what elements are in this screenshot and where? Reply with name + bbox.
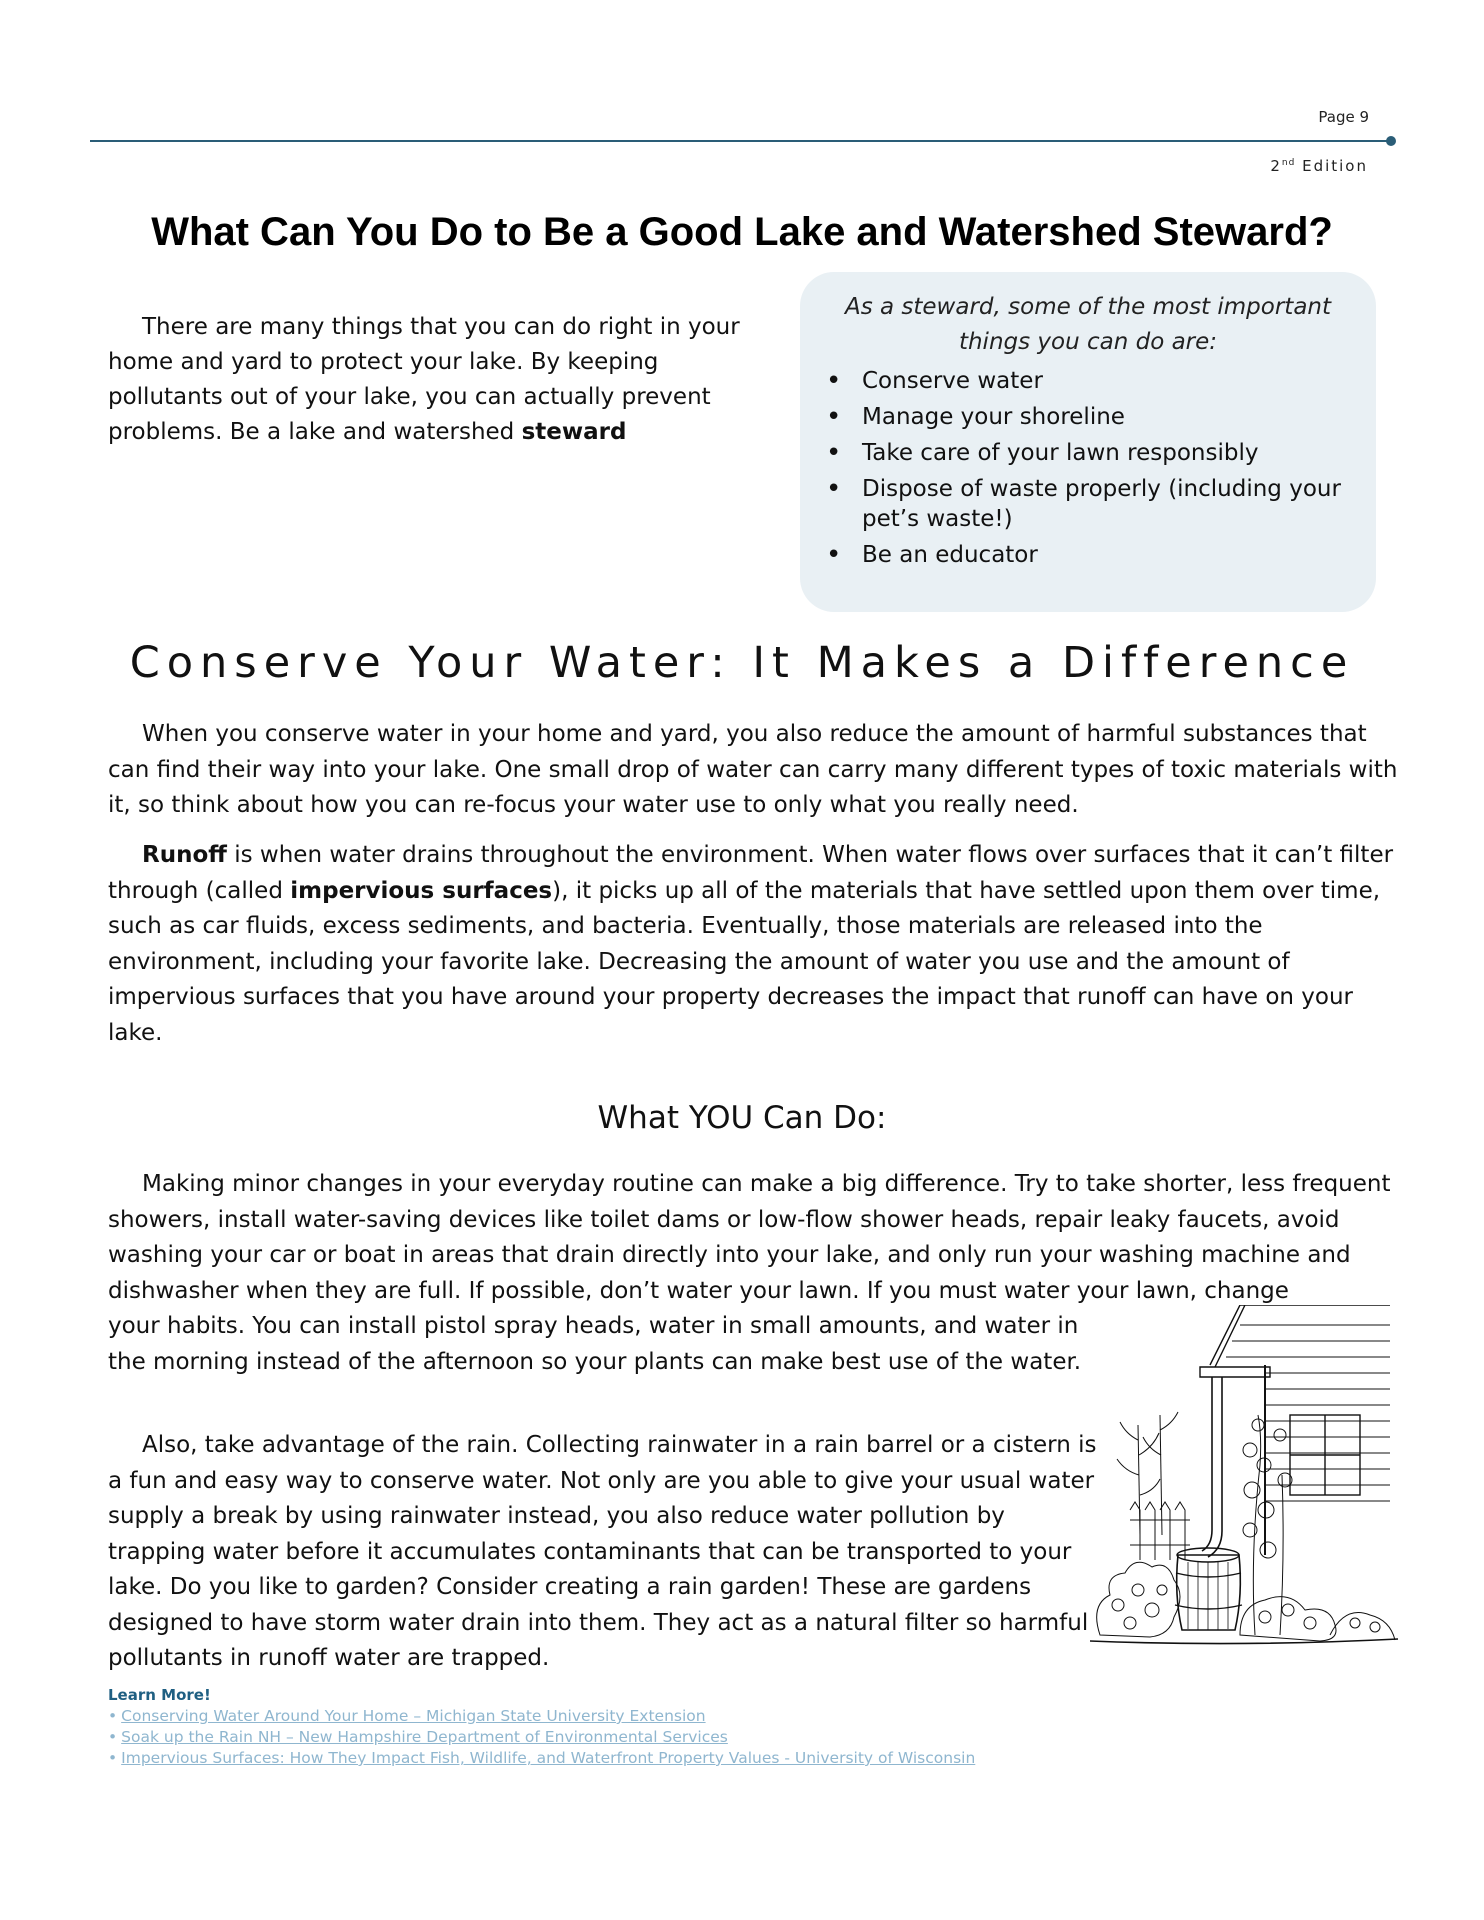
learn-more-list-item [108,1727,975,1748]
callout-item: • Dispose of waste properly (including your pet’s waste!) [862,474,1352,534]
rain-paragraph: Also, take advantage of the rain. Collecting rainwater in a rain barrel or a cistern is a fun and easy way to conserve water. Not only are you able to give your usual water supply a break by using rainwater instead, you also reduce water pollution by trapping water before it accumulates contaminants that can be transported to your lake. Do you like to garden? Consider creating a rain garden! These are gardens designed to have storm water drain into them. They act as a natural filter so harmful pollutants in runoff water are trapped. [108,1432,1097,1671]
callout-intro: As a steward, some of the most important things you can do are: [844,294,1332,355]
bullet-icon: • [108,1728,118,1746]
runoff-text-2: ), it picks up all of the materials that have settled upon them over time, such as car fluids, excess sediments, and bacteria. Eventually, those materials are released into the environment, including your favorite lake. Decreasing the amount of water you use and the amount of impervious surfaces that you have around your property decreases the impact that runoff can have on your lake. [108,877,1381,1046]
page-number: Page 9 [1318,108,1369,126]
callout-item: • Conserve water [862,366,1352,396]
impervious-surfaces-bold: impervious surfaces [290,877,553,904]
steward-callout-box [800,272,1376,612]
rain-barrel-illustration [1090,1305,1400,1645]
link-impervious-surfaces-uw[interactable]: Impervious Surfaces: How They Impact Fish, Wildlife, and Waterfront Property Values - University of Wisconsin [121,1749,976,1767]
intro-paragraph [108,310,758,450]
link-conserving-water-msu[interactable]: Conserving Water Around Your Home – Michigan State University Extension [121,1707,706,1725]
bullet-icon: • [108,1749,118,1767]
learn-more-list-item [108,1748,975,1769]
runoff-bold: Runoff [142,842,227,868]
intro-text: There are many things that you can do right in your home and yard to protect your lake. By keeping pollutants out of your lake, you can actually prevent problems. Be a lake and watershed [108,314,740,445]
edition-word: Edition [1302,157,1368,175]
callout-item: • Take care of your lawn responsibly [862,438,1352,468]
callout-item: • Be an educator [862,540,1352,570]
edition-label [1270,157,1368,175]
edition-number: 2 [1270,157,1282,175]
callout-item: • Manage your shoreline [862,402,1352,432]
learn-more-heading: Learn More! [108,1686,211,1704]
edition-suffix: nd [1281,158,1296,168]
runoff-text-1: is when water drains throughout the environment. When water flows over surfaces that it can’t filter through (called [108,842,1394,904]
callout-list [824,366,1352,570]
runoff-paragraph [108,838,1398,1051]
section-title: Conserve Your Water: It Makes a Difference [129,638,1355,688]
bullet-icon: • [108,1707,118,1725]
intro-bold-steward: steward [521,419,627,445]
what-you-can-do-title: What YOU Can Do: [597,1100,887,1136]
conserve-paragraph-1: When you conserve water in your home and yard, you also reduce the amount of harmful substances that can find their way into your lake. One small drop of water can carry many different types of toxic materials with it, so think about how you can re-focus your water use to only what you really need. [108,721,1398,818]
link-soak-up-the-rain-nh[interactable]: Soak up the Rain NH – New Hampshire Department of Environmental Services [121,1728,728,1746]
page-title: What Can You Do to Be a Good Lake and Watershed Steward? [151,210,1333,254]
header-rule [90,140,1390,142]
header-rule-dot [1386,136,1396,146]
what-you-can-do-paragraph-1a: Making minor changes in your everyday routine can make a big difference. Try to take shorter, less frequent showers, install water-saving devices like toilet dams or low-flow shower heads, repair leaky faucets, avoid washing your car or boat in areas that drain directly into your lake, and only run your washing machine and dishwasher when they are full. If possible, don’t water your lawn. If you must water your lawn, change [108,1171,1391,1304]
learn-more-links [108,1706,975,1769]
what-you-can-do-paragraph-1b: your habits. You can install pistol spray heads, water in small amounts, and water in the morning instead of the afternoon so your plants can make best use of the water. [108,1313,1082,1375]
learn-more-list-item [108,1706,975,1727]
